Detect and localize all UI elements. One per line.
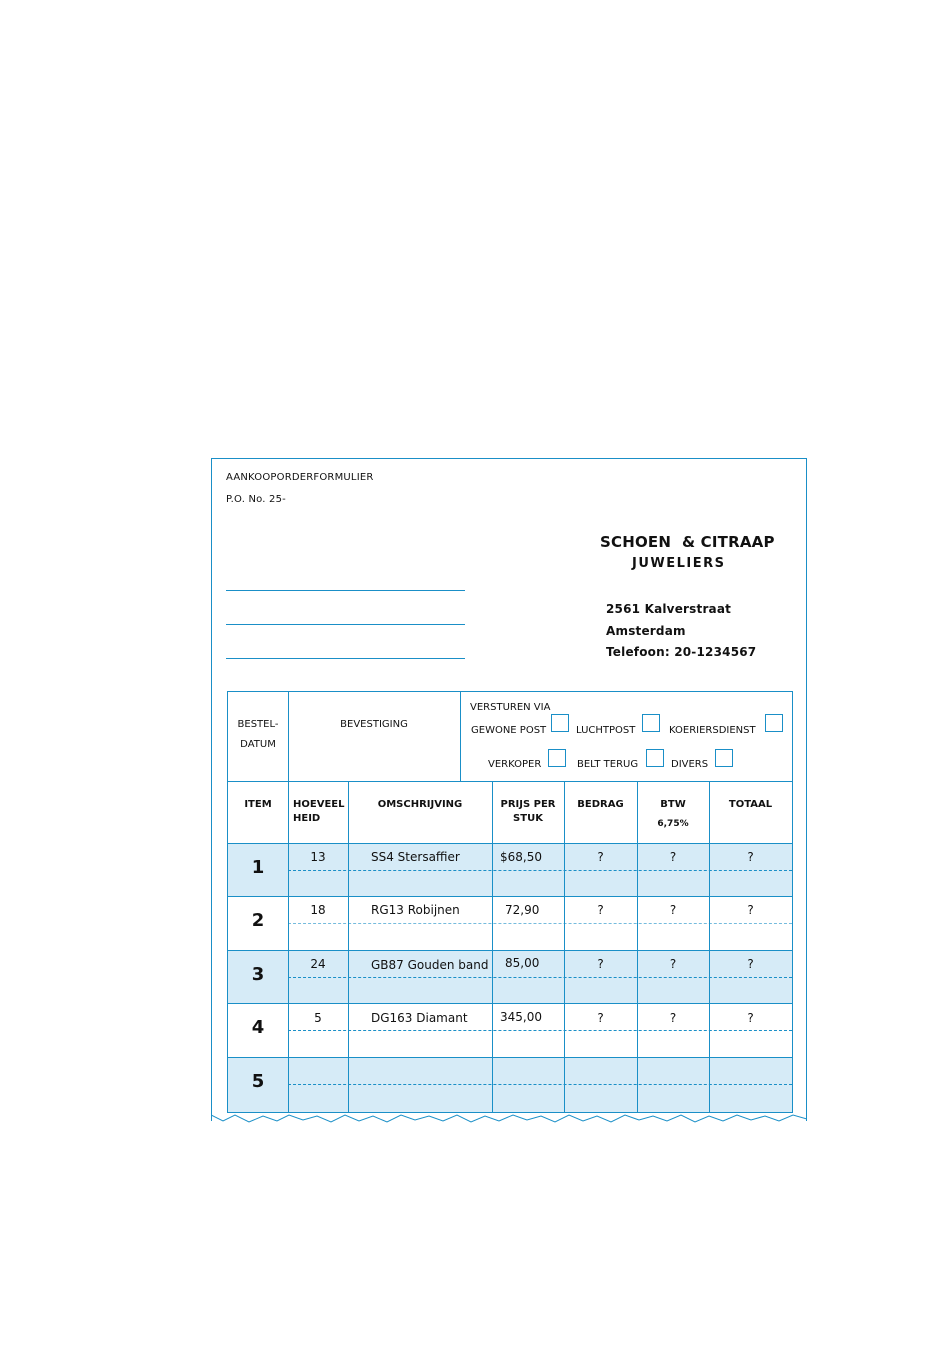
checkbox-koeriersdienst[interactable] — [765, 714, 783, 732]
description-cell[interactable]: DG163 Diamant — [371, 1011, 468, 1025]
col-header-item: ITEM — [244, 799, 272, 810]
address-line-2[interactable] — [226, 624, 465, 625]
checkbox-verkoper[interactable] — [548, 749, 566, 767]
total-cell[interactable]: ? — [747, 957, 754, 971]
company-city: Amsterdam — [606, 624, 686, 638]
col-header-description: OMSCHRIJVING — [377, 799, 463, 810]
description-cell[interactable]: SS4 Stersaffier — [371, 850, 460, 864]
order-date-label-1: BESTEL- — [237, 719, 279, 730]
col-header-price-1: PRIJS PER — [500, 799, 556, 810]
total-cell[interactable]: ? — [747, 1011, 754, 1025]
company-phone: Telefoon: 20-1234567 — [606, 645, 757, 659]
vat-cell[interactable]: ? — [669, 850, 677, 864]
col-header-price-2: STUK — [513, 813, 543, 824]
col-header-qty-1: HOEVEEL — [293, 799, 345, 810]
price-cell[interactable]: 345,00 — [500, 1010, 542, 1024]
item-number: 4 — [251, 1017, 265, 1038]
total-cell[interactable]: ? — [747, 850, 754, 864]
order-grid — [227, 691, 793, 1113]
col-header-total: TOTAAL — [728, 799, 773, 810]
company-subtitle: JUWELIERS — [632, 556, 726, 571]
qty-cell[interactable]: 24 — [310, 957, 326, 971]
ship-option-luchtpost: LUCHTPOST — [576, 725, 636, 736]
item-number: 5 — [251, 1071, 265, 1092]
checkbox-divers[interactable] — [715, 749, 733, 767]
vat-cell[interactable]: ? — [669, 957, 677, 971]
item-number: 1 — [251, 857, 265, 878]
ship-option-verkoper: VERKOPER — [488, 759, 542, 770]
col-header-qty-2: HEID — [293, 813, 321, 824]
vat-cell[interactable]: ? — [669, 903, 677, 917]
col-header-vat-rate: 6,75% — [657, 819, 689, 829]
company-name: SCHOEN & CITRAAP — [600, 533, 775, 551]
ship-via-label: VERSTUREN VIA — [470, 702, 551, 713]
order-date-label-2: DATUM — [240, 739, 276, 750]
col-header-vat: BTW — [660, 799, 686, 810]
item-number: 3 — [251, 964, 265, 985]
ship-option-koeriersdienst: KOERIERSDIENST — [669, 725, 756, 736]
item-number: 2 — [251, 910, 265, 931]
ship-option-gewone-post: GEWONE POST — [471, 725, 547, 736]
qty-cell[interactable]: 5 — [314, 1011, 322, 1025]
torn-edge — [211, 1109, 807, 1129]
description-cell[interactable]: GB87 Gouden band — [371, 958, 489, 972]
qty-cell[interactable]: 18 — [310, 903, 326, 917]
ship-option-belt-terug: BELT TERUG — [577, 759, 639, 770]
description-cell[interactable]: RG13 Robijnen — [371, 903, 460, 917]
price-cell[interactable]: 72,90 — [505, 903, 540, 917]
company-street: 2561 Kalverstraat — [606, 602, 732, 616]
address-line-1[interactable] — [226, 590, 465, 591]
purchase-order-form — [211, 458, 807, 1121]
checkbox-luchtpost[interactable] — [642, 714, 660, 732]
col-header-amount: BEDRAG — [577, 799, 624, 810]
amount-cell[interactable]: ? — [597, 850, 604, 864]
price-cell[interactable]: 85,00 — [505, 956, 540, 970]
total-cell[interactable]: ? — [747, 903, 754, 917]
confirmation-label: BEVESTIGING — [340, 719, 408, 730]
qty-cell[interactable]: 13 — [310, 850, 326, 864]
checkbox-belt-terug[interactable] — [646, 749, 664, 767]
checkbox-gewone-post[interactable] — [551, 714, 569, 732]
amount-cell[interactable]: ? — [597, 957, 604, 971]
address-line-3[interactable] — [226, 658, 465, 659]
po-number: P.O. No. 25- — [226, 494, 286, 505]
amount-cell[interactable]: ? — [597, 903, 604, 917]
vat-cell[interactable]: ? — [669, 1011, 677, 1025]
price-cell[interactable]: $68,50 — [500, 850, 542, 864]
ship-option-divers: DIVERS — [671, 759, 709, 770]
amount-cell[interactable]: ? — [597, 1011, 604, 1025]
form-title: AANKOOPORDERFORMULIER — [226, 472, 374, 483]
